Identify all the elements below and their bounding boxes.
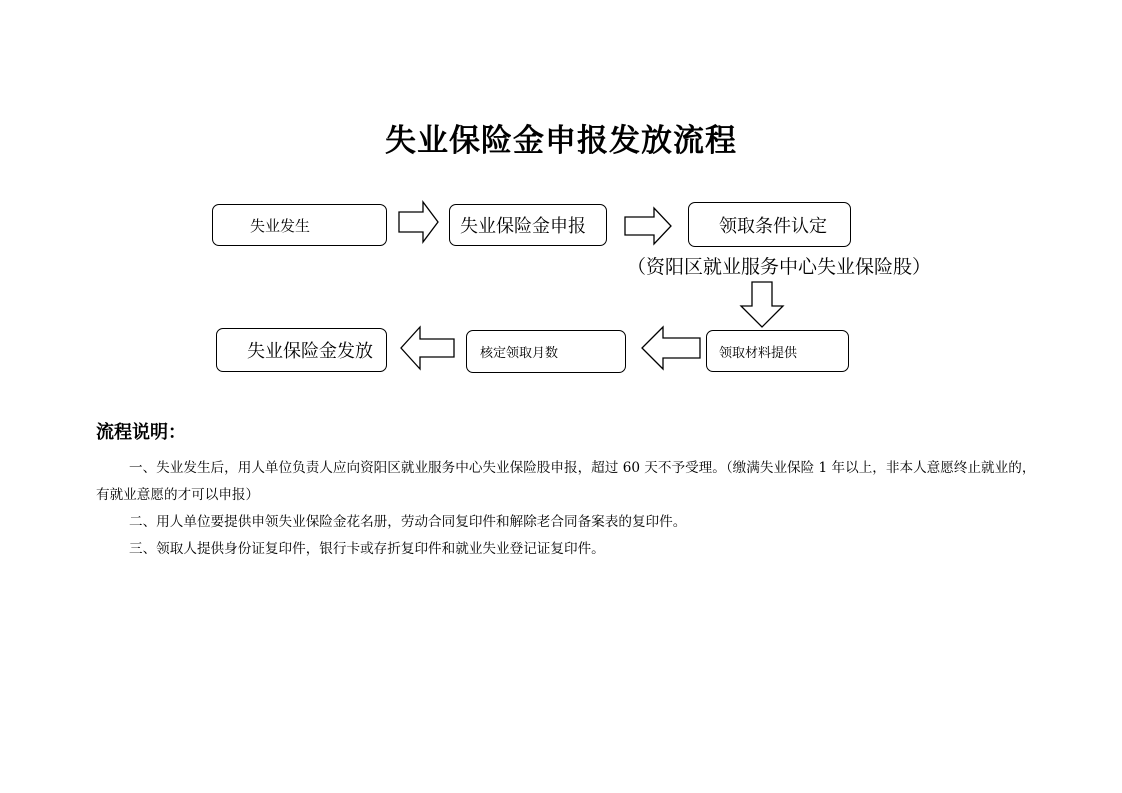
arrow-left-icon: [399, 324, 457, 372]
step-label: 失业保险金申报: [460, 216, 586, 237]
step-label: 领取材料提供: [719, 345, 798, 361]
step-label: 领取条件认定: [719, 215, 827, 237]
arrow-right-icon: [623, 206, 673, 248]
responsible-office-note: （资阳区就业服务中心失业保险股）: [627, 256, 932, 278]
arrow-left-icon: [640, 324, 702, 372]
step-verify-months: [466, 330, 626, 373]
explanation-heading: 流程说明：: [96, 422, 186, 443]
explanation-item-2: 二、用人单位要提供申领失业保险金花名册，劳动合同复印件和解除老合同备案表的复印件。: [129, 514, 687, 530]
step-insurance-application: [449, 204, 607, 246]
step-label: 核定领取月数: [480, 346, 559, 361]
step-materials-submission: [706, 330, 849, 372]
step-label: 失业保险金发放: [247, 341, 373, 362]
explanation-item-3: 三、领取人提供身份证复印件，银行卡或存折复印件和就业失业登记证复印件。: [129, 541, 605, 557]
page-title: 失业保险金申报发放流程: [385, 123, 737, 159]
step-eligibility-determination: [688, 202, 851, 247]
arrow-down-icon: [738, 280, 786, 330]
arrow-right-icon: [397, 200, 441, 244]
step-label: 失业发生: [250, 216, 311, 235]
explanation-item-1: 一、失业发生后，用人单位负责人应向资阳区就业服务中心失业保险股申报，超过 60 天不予受理。（缴满失业保险 1 年以上，非本人意愿终止就业的，有就业意愿的才可以申报）: [96, 460, 1036, 503]
step-unemployment-occurs: [212, 204, 387, 246]
step-benefit-payment: [216, 328, 387, 372]
